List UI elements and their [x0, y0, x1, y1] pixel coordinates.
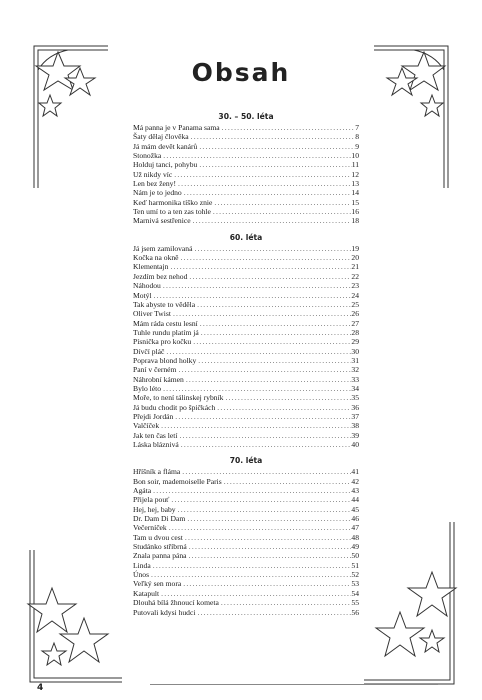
toc-entry-page: 44: [351, 495, 359, 505]
toc-entry-page: 25: [351, 299, 359, 309]
toc-entry-page: 34: [351, 383, 359, 393]
toc-entry: [133, 328, 359, 337]
toc-entry-page: 16: [351, 207, 359, 217]
toc-entry-title: Linda: [133, 560, 151, 570]
toc-entry-title: Bon soir, mademoiselle Paris: [133, 476, 222, 486]
dot-leader: [161, 151, 351, 160]
toc-entry-title: Dlouhá bílá žhnoucí kometa: [133, 598, 219, 608]
dot-leader: [173, 412, 351, 421]
dot-leader: [176, 179, 351, 188]
toc-entry-title: Večerníček: [133, 523, 167, 533]
toc-entry-page: 35: [351, 393, 359, 403]
toc-entry-page: 10: [351, 151, 359, 161]
section-heading: 30. – 50. léta: [218, 112, 274, 121]
toc-entry-page: 29: [351, 337, 359, 347]
toc-entry-title: Ten umí to a ten zas tohle: [133, 207, 211, 217]
toc-entry: [133, 551, 359, 560]
toc-entry-title: Moře, to není tálinskej rybník: [133, 393, 224, 403]
toc-entry-page: 48: [351, 532, 359, 542]
toc-entry-title: Oliver Twist: [133, 309, 171, 319]
toc-entry-page: 33: [351, 374, 359, 384]
toc-entry-title: Putovali kdysi hudci: [133, 607, 196, 617]
toc-entry-title: Tak abyste to věděla: [133, 299, 196, 309]
dot-leader: [182, 188, 352, 197]
dot-leader: [211, 207, 351, 216]
toc-entry-title: Dívčí pláč: [133, 346, 165, 356]
toc-entry-title: Láska bláznivá: [133, 440, 179, 449]
toc-entry-title: Poprava blond holky: [133, 355, 197, 365]
dot-leader: [176, 365, 351, 374]
toc-entry-page: 7: [355, 123, 359, 132]
toc-entry-title: Jezdím bez nehod: [133, 271, 188, 281]
toc-entry-title: Mám ráda cestu lesní: [133, 318, 198, 328]
toc-entry-page: 13: [351, 179, 359, 189]
toc-entry-page: 50: [351, 551, 359, 561]
dot-leader: [172, 170, 351, 179]
dot-leader: [167, 523, 352, 532]
dot-leader: [192, 244, 351, 253]
toc-entry: [133, 486, 359, 495]
toc-entry: [133, 142, 359, 151]
toc-entry: [133, 533, 359, 542]
toc-entry: [133, 495, 359, 504]
toc-entry-page: 52: [351, 570, 359, 580]
toc-entry-page: 54: [351, 588, 359, 598]
page-title: Obsah: [191, 58, 291, 87]
toc-entry-title: Znala panna pána: [133, 551, 187, 561]
toc-entry: [133, 431, 359, 440]
section-entries: [133, 467, 359, 617]
toc-entry: [133, 151, 359, 160]
toc-entry-page: 46: [351, 514, 359, 524]
dot-leader: [184, 375, 352, 384]
toc-entry-title: Paní v černém: [133, 365, 177, 375]
table-of-contents: [133, 111, 359, 617]
toc-entry-page: 32: [351, 365, 359, 375]
toc-entry-page: 45: [351, 504, 359, 514]
toc-entry-title: Už nikdy víc: [133, 169, 173, 179]
toc-entry: [133, 253, 359, 262]
page-number: 4: [37, 683, 44, 693]
dot-leader: [178, 431, 352, 440]
dot-leader: [179, 440, 352, 449]
toc-entry-title: Hříšník a fláma: [133, 467, 181, 477]
toc-entry-page: 8: [355, 132, 359, 142]
toc-entry-title: Holduj tanci, pohybu: [133, 160, 198, 170]
dot-leader: [161, 384, 351, 393]
toc-entry-page: 19: [351, 243, 359, 253]
toc-entry: [133, 160, 359, 169]
toc-entry-title: Motýl: [133, 290, 152, 300]
toc-entry: [133, 570, 359, 579]
toc-entry-title: Veľký sen mora: [133, 579, 182, 589]
toc-entry-page: 20: [351, 253, 359, 263]
toc-entry-page: 23: [351, 281, 359, 291]
toc-entry-page: 43: [351, 486, 359, 496]
toc-entry-title: Přejdi Jordán: [133, 411, 174, 421]
toc-entry: [133, 309, 359, 318]
toc-entry: [133, 514, 359, 523]
toc-entry-title: Hej, hej, baby: [133, 504, 176, 514]
toc-entry-title: Náhodou: [133, 281, 161, 291]
toc-entry-page: 37: [351, 411, 359, 421]
toc-entry-title: Len bez ženy!: [133, 179, 177, 189]
star-corner-ornament-bottom-right: [362, 520, 462, 688]
toc-entry: [133, 281, 359, 290]
toc-entry-page: 36: [351, 402, 359, 412]
toc-entry-page: 12: [351, 169, 359, 179]
section-entries: [133, 123, 359, 226]
toc-entry-title: Dr. Dam Di Dam: [133, 514, 186, 524]
toc-entry-title: Kočka na okně: [133, 253, 179, 263]
toc-entry: [133, 188, 359, 197]
toc-entry: [133, 123, 359, 132]
dot-leader: [159, 589, 351, 598]
dot-leader: [196, 356, 351, 365]
toc-entry-page: 53: [351, 579, 359, 589]
toc-entry-page: 40: [351, 440, 359, 449]
toc-entry-title: Náhrobní kámen: [133, 374, 184, 384]
dot-leader: [161, 281, 352, 290]
toc-entry: [133, 198, 359, 207]
toc-entry: [133, 384, 359, 393]
toc-entry: [133, 477, 359, 486]
toc-entry: [133, 207, 359, 216]
toc-entry-page: 56: [351, 607, 359, 617]
dot-leader: [159, 421, 351, 430]
toc-entry-page: 18: [351, 216, 359, 226]
dot-leader: [180, 467, 351, 476]
toc-entry: [133, 523, 359, 532]
toc-entry-page: 55: [351, 598, 359, 608]
dot-leader: [171, 309, 351, 318]
toc-entry-title: Já budu chodit po špičkách: [133, 402, 216, 412]
toc-entry-page: 15: [351, 197, 359, 207]
dot-leader: [164, 347, 351, 356]
dot-leader: [151, 486, 351, 495]
dot-leader: [219, 598, 352, 607]
toc-entry: [133, 244, 359, 253]
toc-entry: [133, 579, 359, 588]
toc-entry-title: Keď harmonika tíško znie: [133, 197, 213, 207]
dot-leader: [187, 551, 352, 560]
toc-entry-title: Přijela pouť: [133, 495, 170, 505]
dot-leader: [223, 393, 351, 402]
dot-leader: [176, 505, 352, 514]
toc-entry-page: 27: [351, 318, 359, 328]
dot-leader: [222, 477, 352, 486]
dot-leader: [189, 132, 356, 141]
dot-leader: [183, 533, 352, 542]
toc-entry-title: Šaty dělaj člověka: [133, 132, 189, 142]
dot-leader: [198, 319, 352, 328]
dot-leader: [195, 608, 351, 617]
dot-leader: [191, 337, 351, 346]
toc-entry: [133, 300, 359, 309]
dot-leader: [197, 160, 351, 169]
toc-entry: [133, 132, 359, 141]
toc-entry-page: 47: [351, 523, 359, 533]
toc-entry: [133, 467, 359, 476]
toc-entry-title: Já mám devět kanárů: [133, 141, 198, 151]
toc-entry: [133, 272, 359, 281]
toc-entry: [133, 216, 359, 225]
toc-entry-title: Stonožka: [133, 151, 162, 161]
toc-entry: [133, 561, 359, 570]
toc-entry-title: Já jsem zamilovaná: [133, 243, 193, 253]
star-corner-ornament-bottom-left: [24, 548, 124, 688]
toc-entry-title: Jak ten čas letí: [133, 430, 178, 440]
toc-entry: [133, 542, 359, 551]
toc-entry: [133, 365, 359, 374]
toc-entry: [133, 291, 359, 300]
toc-entry-page: 30: [351, 346, 359, 356]
toc-entry-page: 41: [351, 467, 359, 477]
section-entries: [133, 244, 359, 450]
toc-entry-title: Nám je to jedno: [133, 188, 182, 198]
toc-entry: [133, 319, 359, 328]
toc-entry-page: 14: [351, 188, 359, 198]
toc-entry-page: 28: [351, 327, 359, 337]
dot-leader: [187, 542, 352, 551]
dot-leader: [187, 272, 351, 281]
toc-entry-page: 49: [351, 542, 359, 552]
section-heading: 70. léta: [229, 456, 263, 466]
toc-entry-title: Má panna je v Panama sama: [133, 123, 220, 132]
toc-entry-title: Studánko stříbrná: [133, 542, 187, 552]
toc-entry: [133, 393, 359, 402]
toc-entry: [133, 403, 359, 412]
toc-entry-title: Agáta: [133, 486, 152, 496]
toc-entry-page: 22: [351, 271, 359, 281]
toc-entry: [133, 505, 359, 514]
toc-entry: [133, 608, 359, 617]
toc-entry: [133, 421, 359, 430]
toc-entry: [133, 337, 359, 346]
toc-entry: [133, 412, 359, 421]
toc-entry-title: Bylo léto: [133, 383, 162, 393]
dot-leader: [212, 198, 351, 207]
dot-leader: [197, 142, 355, 151]
dot-leader: [220, 123, 356, 132]
toc-entry: [133, 375, 359, 384]
toc-entry-page: 21: [351, 262, 359, 272]
section-heading: 60. léta: [229, 232, 263, 242]
toc-entry-title: Únos: [133, 570, 150, 580]
toc-entry: [133, 170, 359, 179]
toc-entry-page: 9: [355, 141, 359, 151]
dot-leader: [185, 514, 351, 523]
toc-entry-page: 51: [351, 560, 359, 570]
toc-entry-page: 11: [351, 160, 359, 170]
toc-entry-page: 26: [351, 309, 359, 319]
dot-leader: [195, 300, 351, 309]
dot-leader: [152, 291, 352, 300]
toc-entry-title: Tam u dvou cest: [133, 532, 183, 542]
dot-leader: [151, 561, 352, 570]
toc-entry: [133, 589, 359, 598]
toc-entry-page: 39: [351, 430, 359, 440]
toc-entry-title: Katapult: [133, 588, 160, 598]
toc-entry-title: Tuhle rundu platím já: [133, 327, 199, 337]
dot-leader: [168, 262, 351, 271]
toc-entry-page: 42: [351, 476, 359, 486]
dot-leader: [149, 570, 351, 579]
bottom-rule: [150, 684, 438, 685]
toc-entry: [133, 262, 359, 271]
toc-entry: [133, 179, 359, 188]
toc-entry-page: 24: [351, 290, 359, 300]
toc-entry: [133, 440, 359, 449]
toc-entry: [133, 598, 359, 607]
toc-entry-page: 38: [351, 421, 359, 431]
toc-entry-title: Marnivá sestřenice: [133, 216, 191, 226]
dot-leader: [169, 495, 351, 504]
toc-entry: [133, 347, 359, 356]
dot-leader: [181, 579, 351, 588]
dot-leader: [215, 403, 351, 412]
toc-entry-page: 31: [351, 355, 359, 365]
dot-leader: [191, 216, 352, 225]
dot-leader: [179, 253, 352, 262]
toc-entry-title: Písnička pro kočku: [133, 337, 192, 347]
toc-entry-title: Valčíček: [133, 421, 160, 431]
dot-leader: [199, 328, 352, 337]
toc-entry-title: Klementajn: [133, 262, 169, 272]
toc-entry: [133, 356, 359, 365]
